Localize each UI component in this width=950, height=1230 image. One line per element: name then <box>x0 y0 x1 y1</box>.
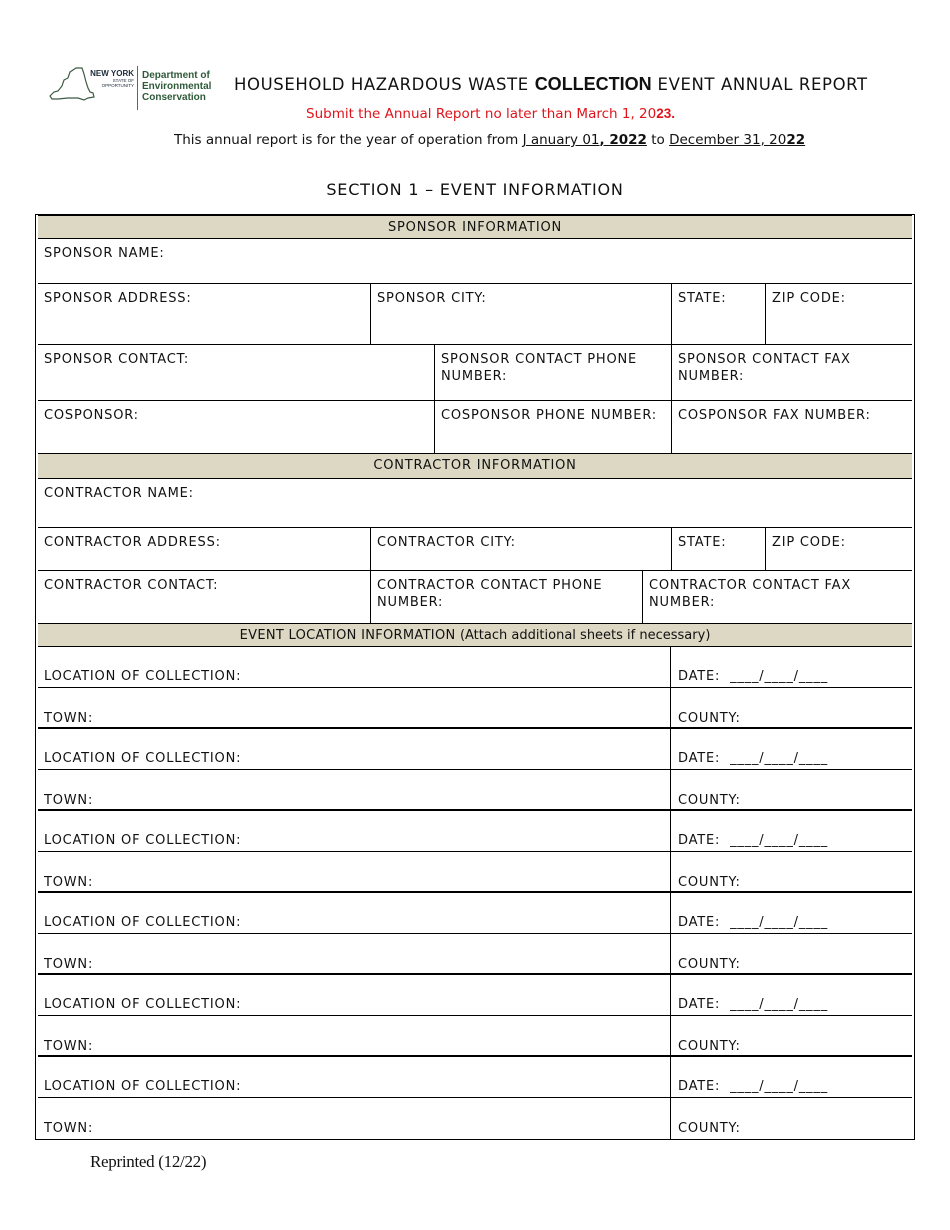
contractor-contact-row <box>38 571 912 623</box>
logo-state-text <box>84 70 134 88</box>
town-county-row <box>38 852 912 893</box>
sponsor-contact-label: SPONSOR CONTACT: <box>44 352 190 367</box>
contractor-name-label: CONTRACTOR NAME: <box>44 486 194 501</box>
contractor-zip-label: ZIP CODE: <box>772 535 846 550</box>
date-label: DATE: <box>678 669 721 684</box>
period-start-year: , 2022 <box>599 132 647 148</box>
reporting-period <box>174 132 805 148</box>
event-location-header-note: (Attach additional sheets if necessary) <box>459 628 711 643</box>
sponsor-contact-fax-field[interactable] <box>671 345 912 400</box>
date-field[interactable] <box>678 750 908 767</box>
location-of-collection-label: LOCATION OF COLLECTION: <box>44 997 242 1012</box>
location-date-row <box>38 811 912 852</box>
cosponsor-phone-label: COSPONSOR PHONE NUMBER: <box>441 408 657 423</box>
title-part2: EVENT ANNUAL REPORT <box>657 75 868 94</box>
contractor-contact-field[interactable] <box>38 571 370 623</box>
contractor-city-field[interactable] <box>370 528 671 570</box>
period-start <box>523 132 647 148</box>
cosponsor-label: COSPONSOR: <box>44 408 139 423</box>
period-end-year: 22 <box>786 132 806 148</box>
location-of-collection-label: LOCATION OF COLLECTION: <box>44 833 242 848</box>
sponsor-name-label: SPONSOR NAME: <box>44 246 165 261</box>
sponsor-address-field[interactable] <box>38 284 370 344</box>
date-blank: ____/____/____ <box>730 751 829 766</box>
town-label: TOWN: <box>44 1039 94 1054</box>
sponsor-address-row <box>38 284 912 345</box>
period-mid: to <box>651 132 665 148</box>
sponsor-zip-field[interactable] <box>765 284 912 344</box>
event-location-entry <box>38 893 912 975</box>
location-date-row <box>38 1057 912 1098</box>
date-field[interactable] <box>678 914 908 931</box>
contractor-address-label: CONTRACTOR ADDRESS: <box>44 535 221 550</box>
cosponsor-fax-label: COSPONSOR FAX NUMBER: <box>678 408 871 423</box>
date-field[interactable] <box>678 996 908 1013</box>
sponsor-header-label: SPONSOR INFORMATION <box>387 220 563 235</box>
town-label: TOWN: <box>44 875 94 890</box>
date-label: DATE: <box>678 915 721 930</box>
county-label: COUNTY: <box>678 1121 741 1136</box>
date-label: DATE: <box>678 833 721 848</box>
sponsor-city-field[interactable] <box>370 284 671 344</box>
location-date-row <box>38 893 912 934</box>
county-label: COUNTY: <box>678 957 741 972</box>
sponsor-contact-phone-label: SPONSOR CONTACT PHONE NUMBER: <box>441 352 638 384</box>
location-of-collection-label: LOCATION OF COLLECTION: <box>44 751 242 766</box>
contractor-address-row <box>38 528 912 571</box>
sponsor-state-field[interactable] <box>671 284 765 344</box>
sponsor-contact-phone-field[interactable] <box>434 345 671 400</box>
cosponsor-fax-field[interactable] <box>671 401 912 453</box>
town-label: TOWN: <box>44 793 94 808</box>
deadline-year: 23. <box>656 106 676 121</box>
sponsor-contact-field[interactable] <box>38 345 434 400</box>
reprint-notice: Reprinted (12/22) <box>90 1152 207 1171</box>
logo-divider <box>137 66 138 110</box>
county-label: COUNTY: <box>678 875 741 890</box>
date-blank: ____/____/____ <box>730 1079 829 1094</box>
event-location-entry <box>38 729 912 811</box>
location-date-row <box>38 975 912 1016</box>
logo-state-tagline: STATE OF OPPORTUNITY <box>101 78 134 88</box>
logo-state-name: NEW YORK <box>90 69 134 78</box>
sponsor-address-label: SPONSOR ADDRESS: <box>44 291 192 306</box>
section-title: SECTION 1 – EVENT INFORMATION <box>326 180 624 199</box>
contractor-state-field[interactable] <box>671 528 765 570</box>
contractor-contact-label: CONTRACTOR CONTACT: <box>44 578 219 593</box>
location-divider <box>670 975 671 1055</box>
event-location-entry <box>38 975 912 1057</box>
sponsor-state-label: STATE: <box>678 291 727 306</box>
contractor-name-row <box>38 479 912 528</box>
date-field[interactable] <box>678 668 908 685</box>
nysdec-logo <box>48 64 218 112</box>
event-location-section-header <box>38 623 912 647</box>
event-location-header-main: EVENT LOCATION INFORMATION <box>239 628 456 643</box>
location-divider <box>670 729 671 809</box>
contractor-header-label: CONTRACTOR INFORMATION <box>373 458 577 473</box>
contractor-name-field[interactable] <box>38 479 912 527</box>
contractor-contact-fax-label: CONTRACTOR CONTACT FAX NUMBER: <box>649 578 852 610</box>
location-divider <box>670 811 671 891</box>
event-location-entry <box>38 1057 912 1139</box>
town-label: TOWN: <box>44 711 94 726</box>
contractor-zip-field[interactable] <box>765 528 912 570</box>
period-prefix: This annual report is for the year of operation from <box>174 132 519 148</box>
event-location-entry <box>38 811 912 893</box>
location-divider <box>670 1057 671 1139</box>
contractor-city-label: CONTRACTOR CITY: <box>377 535 516 550</box>
location-divider <box>670 893 671 973</box>
sponsor-section-header <box>38 215 912 239</box>
date-blank: ____/____/____ <box>730 997 829 1012</box>
logo-dept-line3: Conservation <box>142 92 206 103</box>
county-label: COUNTY: <box>678 1039 741 1054</box>
county-label: COUNTY: <box>678 793 741 808</box>
event-location-header-label <box>38 628 912 643</box>
town-label: TOWN: <box>44 1121 94 1136</box>
cosponsor-phone-field[interactable] <box>434 401 671 453</box>
date-blank: ____/____/____ <box>730 833 829 848</box>
town-county-row <box>38 688 912 729</box>
location-of-collection-label: LOCATION OF COLLECTION: <box>44 1079 242 1094</box>
logo-department <box>142 70 211 103</box>
date-field[interactable] <box>678 832 908 849</box>
date-field[interactable] <box>678 1078 908 1095</box>
sponsor-name-row <box>38 239 912 284</box>
date-label: DATE: <box>678 997 721 1012</box>
town-county-row <box>38 934 912 975</box>
report-title <box>234 74 868 95</box>
contractor-section-header <box>38 453 912 479</box>
logo-dept-line1: Department of <box>142 70 210 81</box>
location-date-row <box>38 729 912 770</box>
contractor-contact-phone-label: CONTRACTOR CONTACT PHONE NUMBER: <box>377 578 603 610</box>
contractor-address-field[interactable] <box>38 528 370 570</box>
sponsor-contact-fax-label: SPONSOR CONTACT FAX NUMBER: <box>678 352 851 384</box>
location-of-collection-label: LOCATION OF COLLECTION: <box>44 669 242 684</box>
event-location-entry <box>38 647 912 729</box>
title-bold: COLLECTION <box>534 74 652 94</box>
county-label: COUNTY: <box>678 711 741 726</box>
location-of-collection-label: LOCATION OF COLLECTION: <box>44 915 242 930</box>
location-date-row <box>38 647 912 688</box>
deadline-prefix: Submit the Annual Report no later than March 1, 20 <box>306 106 657 122</box>
town-county-row <box>38 1016 912 1057</box>
event-information-form <box>35 214 915 1140</box>
town-county-row <box>38 770 912 811</box>
date-blank: ____/____/____ <box>730 669 829 684</box>
town-label: TOWN: <box>44 957 94 972</box>
title-part1: HOUSEHOLD HAZARDOUS WASTE <box>234 75 529 94</box>
date-blank: ____/____/____ <box>730 915 829 930</box>
cosponsor-row <box>38 401 912 453</box>
sponsor-zip-label: ZIP CODE: <box>772 291 846 306</box>
period-start-text: J anuary 01 <box>522 132 600 148</box>
sponsor-contact-row <box>38 345 912 401</box>
cosponsor-field[interactable] <box>38 401 434 453</box>
logo-dept-line2: Environmental <box>142 81 212 92</box>
town-county-row <box>38 1098 912 1139</box>
location-divider <box>670 647 671 727</box>
period-end-text: December 31, 20 <box>669 132 787 148</box>
sponsor-name-field[interactable] <box>38 239 912 283</box>
contractor-contact-phone-field[interactable] <box>370 571 642 623</box>
submission-deadline <box>306 106 675 122</box>
date-label: DATE: <box>678 1079 721 1094</box>
sponsor-city-label: SPONSOR CITY: <box>377 291 487 306</box>
period-end <box>669 132 805 148</box>
contractor-state-label: STATE: <box>678 535 727 550</box>
date-label: DATE: <box>678 751 721 766</box>
contractor-contact-fax-field[interactable] <box>642 571 912 623</box>
